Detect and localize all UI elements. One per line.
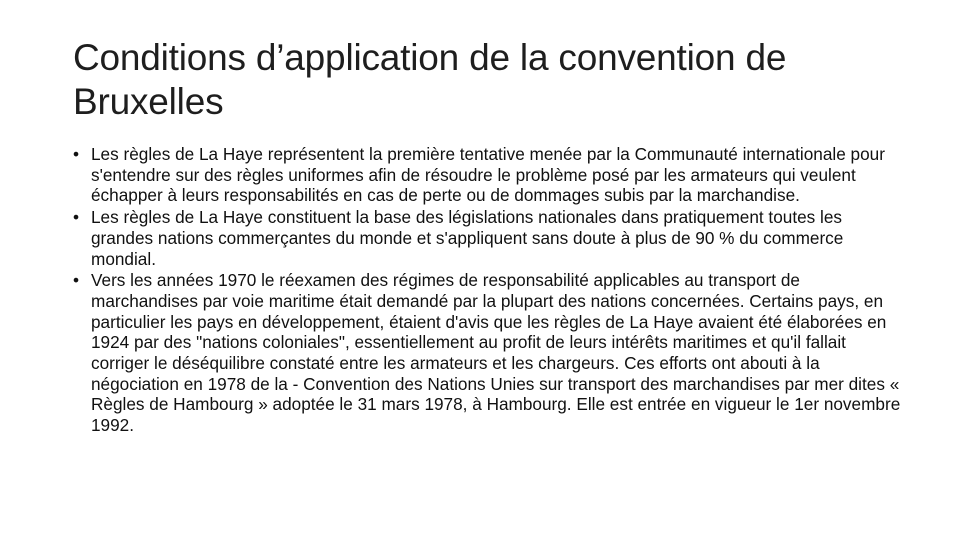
bullet-text: Les règles de La Haye constituent la base des législations nationales dans pratiquement toutes les grandes nations commerçantes du monde et s'appliquent sans doute à plus de 90 % du commerce mondial. bbox=[91, 207, 844, 269]
bullet-item-hague-first-attempt bbox=[73, 144, 903, 206]
bullet-list bbox=[73, 144, 903, 437]
bullet-icon: • bbox=[73, 144, 80, 164]
bullet-text: Vers les années 1970 le réexamen des régimes de responsabilité applicables au transport de marchandises par voie maritime était demandé par la plupart des nations concernées. Certains pays, en particulier les pays en développement, étaient d'avis que les règles de La Haye avaient été élaborées en 1924 par des "nations coloniales", essentiellement au profit de leurs intérêts maritimes et qu'il fallait corriger le déséquilibre constaté entre les armateurs et les chargeurs. Ces efforts ont abouti à la négociation en 1978 de la - Convention des Nations Unies sur transport des marchandises par mer dites « Règles de Hambourg » adoptée le 31 mars 1978, à Hambourg. Elle est entrée en vigueur le 1er novembre 1992. bbox=[91, 270, 901, 436]
slide-title: Conditions d’application de la convention de Bruxelles bbox=[73, 37, 787, 122]
bullet-icon: • bbox=[73, 207, 80, 228]
bullet-icon: • bbox=[73, 270, 80, 291]
bullet-item-hague-basis-legislation bbox=[73, 207, 903, 269]
bullet-item-hamburg-rules bbox=[73, 270, 903, 436]
bullet-text: Les règles de La Haye représentent la première tentative menée par la Communauté internationale pour s'entendre sur des règles uniformes afin de résoudre le problème posé par les armateurs qui veulent échapper à leurs responsabilités en cas de perte ou de dommages subis par la marchandise. bbox=[91, 144, 885, 206]
